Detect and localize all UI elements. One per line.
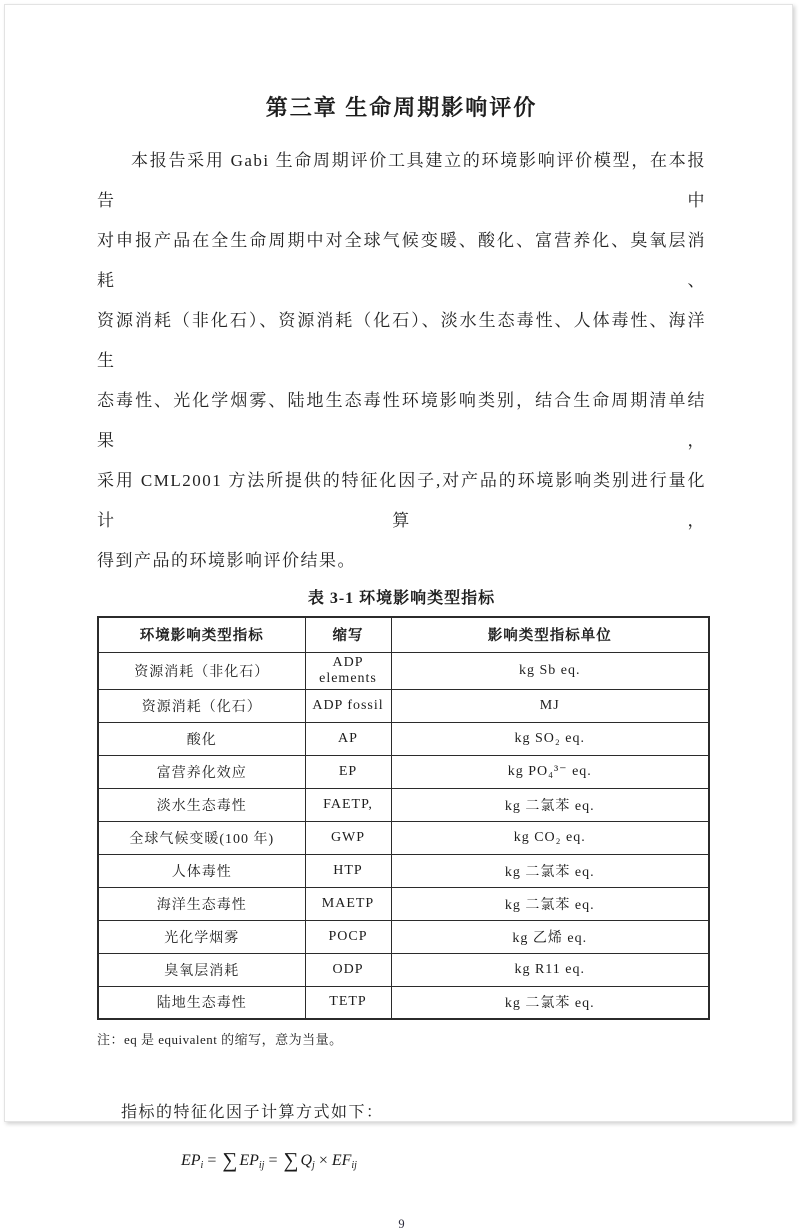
paragraph-line: 采用 CML2001 方法所提供的特征化因子,对产品的环境影响类别进行量化计算， [97, 471, 706, 530]
paragraph-line: 态毒性、光化学烟雾、陆地生态毒性环境影响类别，结合生命周期清单结果， [97, 391, 706, 450]
unit-cell: kg PO₄³⁻ eq. [391, 755, 709, 788]
table-caption: 表 3-1 环境影响类型指标 [307, 590, 496, 607]
table-row [98, 722, 709, 755]
formula-term-ep-i: EP [181, 1152, 201, 1169]
table-row [98, 755, 709, 788]
impact-indicator-table [97, 616, 710, 1020]
indicator-cell: 全球气候变暖(100 年) [98, 821, 305, 854]
header-cell-unit: 影响类型指标单位 [391, 617, 709, 652]
table-row [98, 821, 709, 854]
unit-cell: kg CO₂ eq. [391, 821, 709, 854]
paragraph-line: 得到产品的环境影响评价结果。 [97, 551, 356, 570]
abbreviation-cell: HTP [305, 854, 391, 887]
table-row [98, 986, 709, 1019]
formula-subscript: j [312, 1160, 315, 1171]
abbreviation-cell: ODP [305, 953, 391, 986]
indicator-cell: 臭氧层消耗 [98, 953, 305, 986]
summation-operator: ∑ [222, 1148, 238, 1172]
indicator-cell: 陆地生态毒性 [98, 986, 305, 1019]
formula-subscript: i [200, 1160, 204, 1171]
unit-cell: kg 二氯苯 eq. [391, 854, 709, 887]
indicator-cell: 酸化 [98, 722, 305, 755]
abbreviation-cell: TETP [305, 986, 391, 1019]
indicator-cell: 光化学烟雾 [98, 920, 305, 953]
indicator-cell: 富营养化效应 [98, 755, 305, 788]
unit-cell: kg 二氯苯 eq. [391, 788, 709, 821]
formula-leadin: 指标的特征化因子计算方式如下： [121, 1104, 384, 1121]
abbreviation-cell: POCP [305, 920, 391, 953]
abbreviation-cell: MAETP [305, 887, 391, 920]
paragraph-line: 本报告采用 Gabi 生命周期评价工具建立的环境影响评价模型，在本报告中 [97, 151, 706, 210]
formula-subscript: ij [258, 1160, 265, 1171]
table-row [98, 920, 709, 953]
unit-cell: kg SO₂ eq. [391, 722, 709, 755]
equals-operator: = [268, 1152, 278, 1169]
table-row [98, 854, 709, 887]
header-cell-abbreviation: 缩写 [305, 617, 391, 652]
unit-cell: kg 二氯苯 eq. [391, 986, 709, 1019]
indicator-cell: 海洋生态毒性 [98, 887, 305, 920]
formula-term-q-j: Q [300, 1152, 313, 1169]
unit-cell: kg 二氯苯 eq. [391, 887, 709, 920]
equals-operator: = [207, 1152, 217, 1169]
intro-paragraph [97, 141, 706, 581]
summation-operator: ∑ [283, 1148, 299, 1172]
header-cell-indicator: 环境影响类型指标 [98, 617, 305, 652]
indicator-cell: 资源消耗（非化石） [98, 652, 305, 689]
indicator-cell: 淡水生态毒性 [98, 788, 305, 821]
table-row [98, 689, 709, 722]
unit-cell: kg R11 eq. [391, 953, 709, 986]
abbreviation-cell: ADP fossil [305, 689, 391, 722]
multiply-operator: × [318, 1152, 328, 1169]
table-header-row [98, 617, 709, 652]
paragraph-line: 资源消耗（非化石）、资源消耗（化石）、淡水生态毒性、人体毒性、海洋生 [97, 311, 706, 370]
paragraph-line: 对申报产品在全生命周期中对全球气候变暖、酸化、富营养化、臭氧层消耗、 [97, 231, 706, 290]
abbreviation-cell: FAETP, [305, 788, 391, 821]
table-row [98, 652, 709, 689]
abbreviation-cell: AP [305, 722, 391, 755]
page-number: 9 [398, 1217, 405, 1231]
unit-cell: MJ [391, 689, 709, 722]
unit-cell: kg Sb eq. [391, 652, 709, 689]
table-row [98, 788, 709, 821]
formula-term-ef-ij: EF [331, 1152, 352, 1169]
table-note: 注：eq 是 equivalent 的缩写，意为当量。 [97, 1032, 343, 1047]
abbreviation-cell: GWP [305, 821, 391, 854]
formula-term-ep-ij: EP [239, 1152, 259, 1169]
unit-cell: kg 乙烯 eq. [391, 920, 709, 953]
page-content [5, 93, 792, 1232]
document-page [4, 4, 793, 1231]
abbreviation-cell: EP [305, 755, 391, 788]
characterization-formula [181, 1147, 706, 1179]
abbreviation-cell: ADP elements [305, 652, 391, 689]
table-row [98, 953, 709, 986]
formula-subscript: ij [351, 1160, 357, 1171]
table-row [98, 887, 709, 920]
indicator-cell: 资源消耗（化石） [98, 689, 305, 722]
chapter-title: 第三章 生命周期影响评价 [265, 95, 538, 120]
indicator-cell: 人体毒性 [98, 854, 305, 887]
